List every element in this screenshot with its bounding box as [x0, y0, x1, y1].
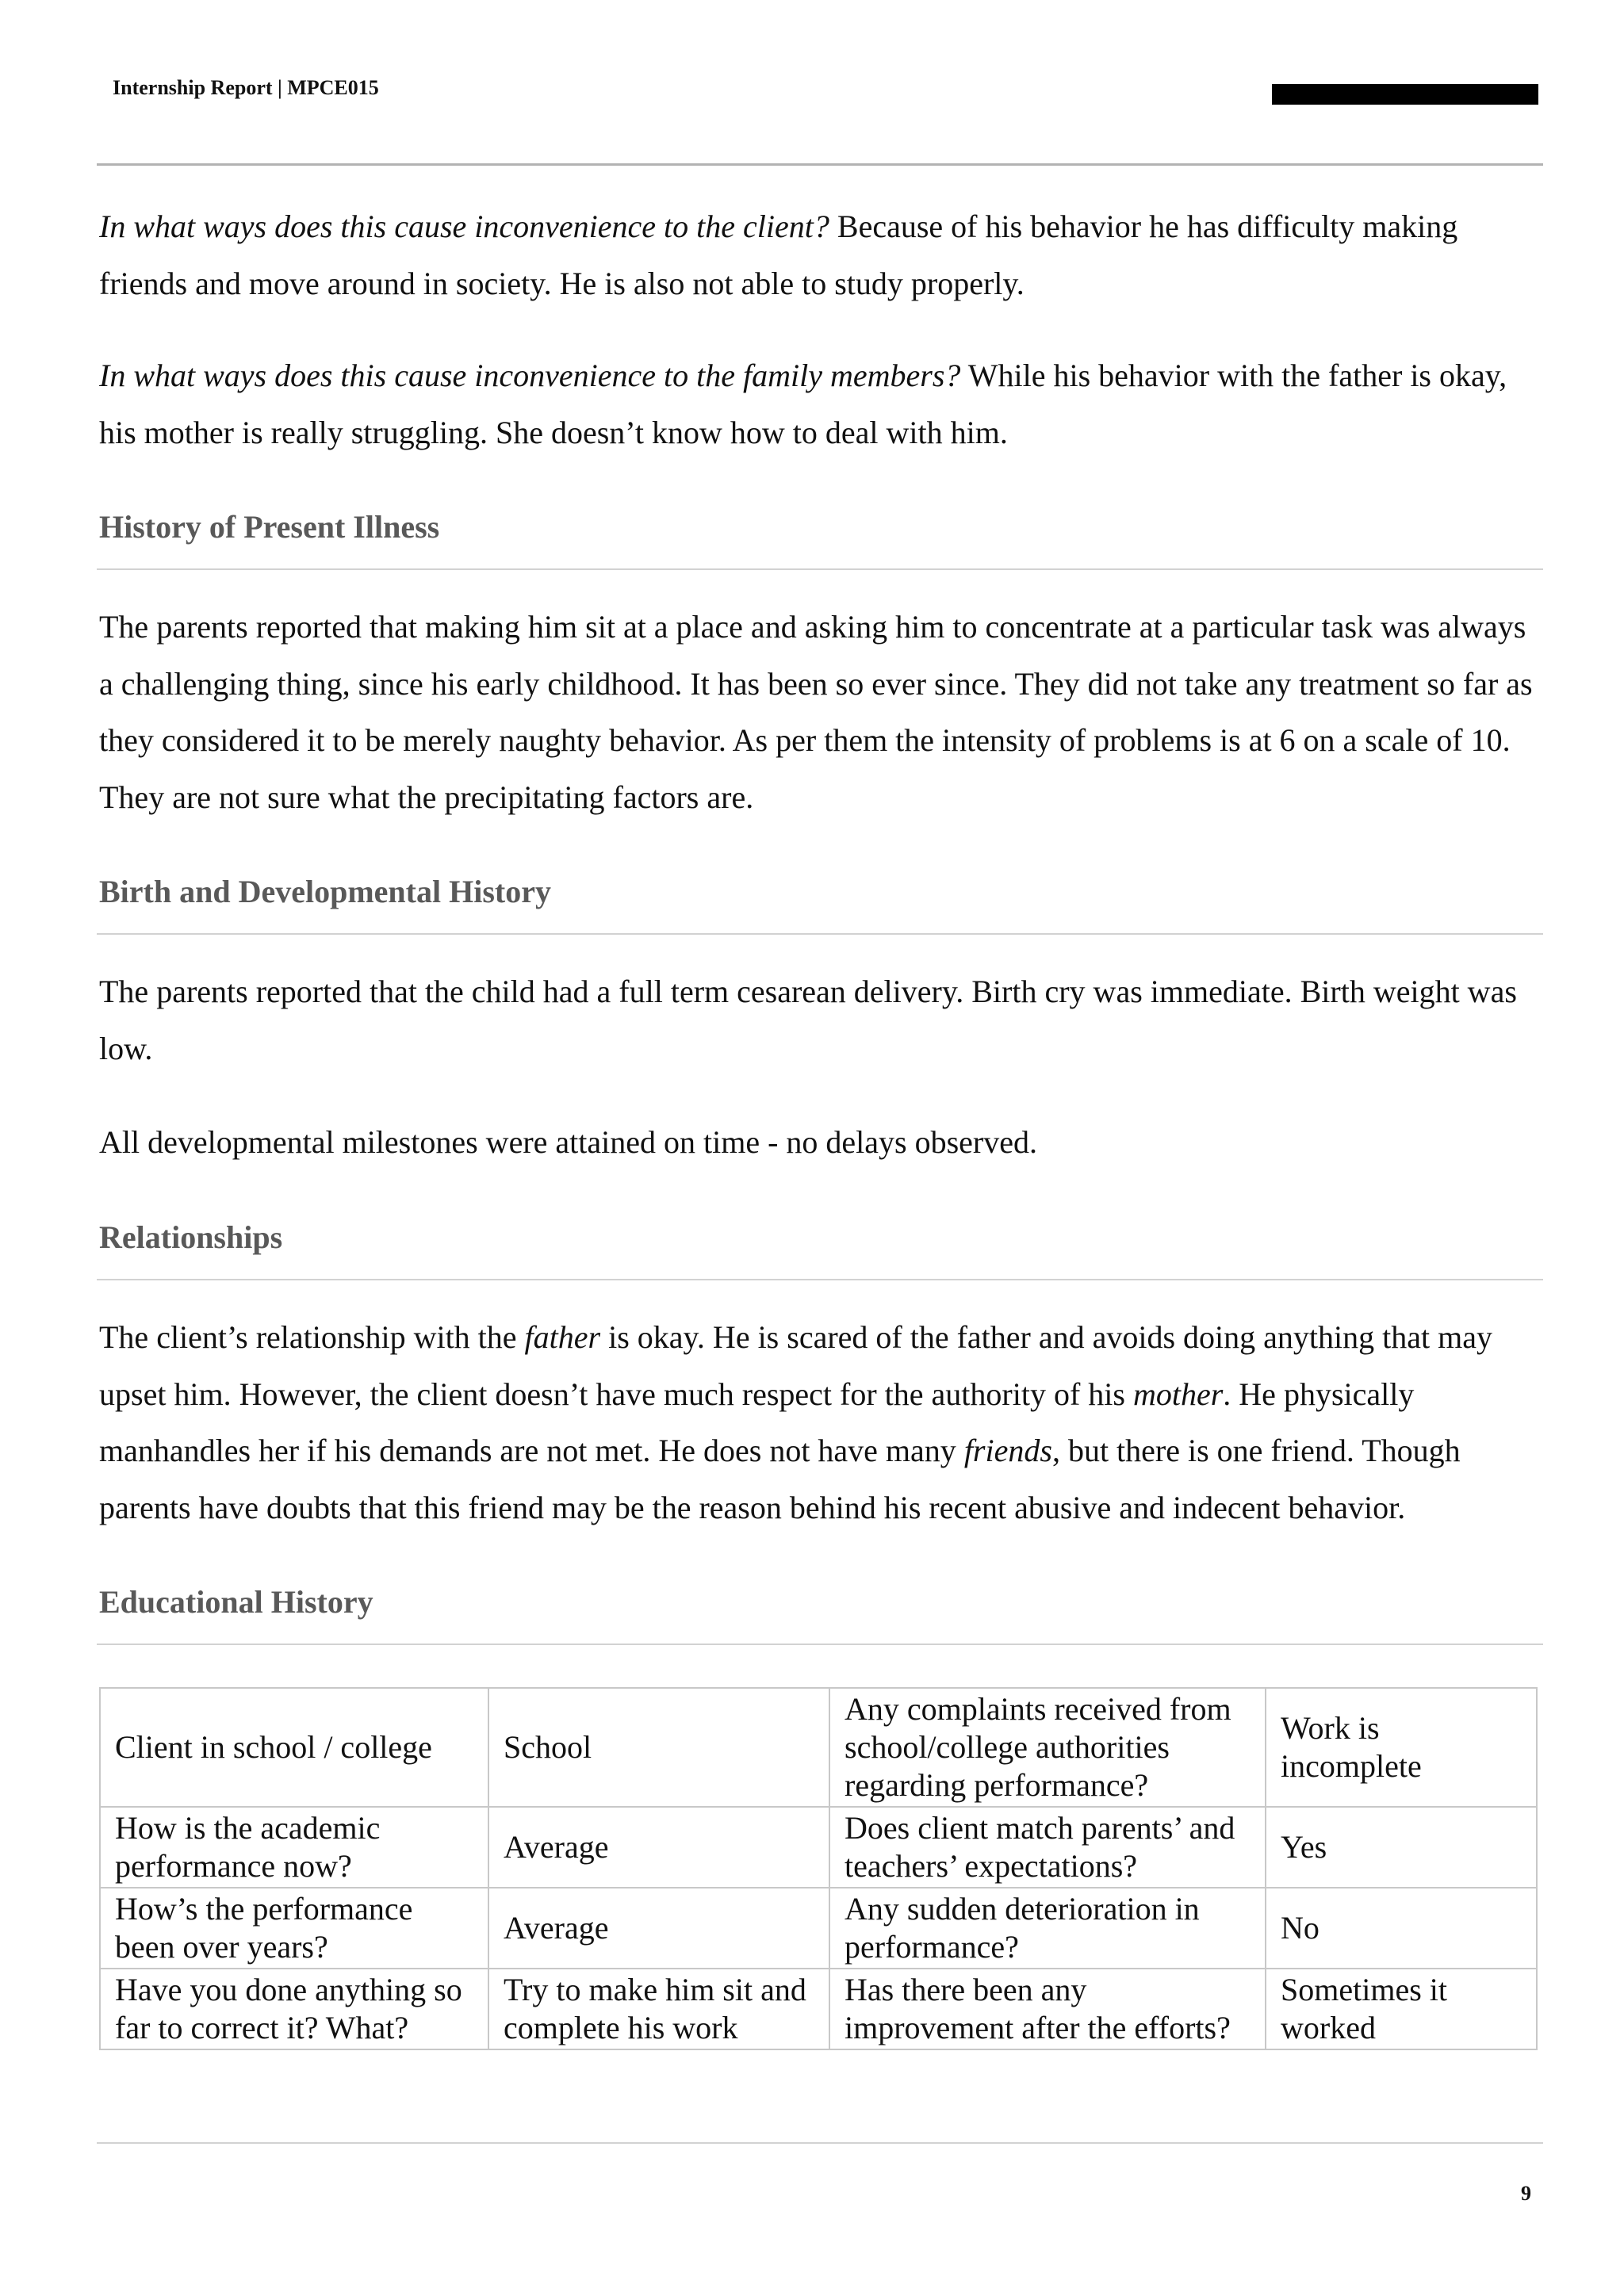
emphasis-mother: mother [1132, 1376, 1224, 1412]
milestones-paragraph: All developmental milestones were attained on time - no delays observed. [99, 1124, 1037, 1160]
family-inconvenience-paragraph [99, 347, 1534, 461]
footer-divider [97, 2142, 1543, 2144]
table-cell: How’s the performance been over years? [100, 1888, 488, 1969]
heading-birth-history: Birth and Developmental History [99, 874, 551, 909]
table-cell: How is the academic performance now? [100, 1807, 488, 1888]
table-row [100, 1807, 1537, 1888]
header-divider [97, 163, 1543, 166]
table-row [100, 1969, 1537, 2049]
client-inconvenience-paragraph [99, 198, 1534, 312]
section-divider [97, 1279, 1543, 1280]
table-cell: Try to make him sit and complete his work [488, 1969, 829, 2049]
table-cell: No [1266, 1888, 1537, 1969]
table-cell: Client in school / college [100, 1688, 488, 1807]
birth-history-paragraph: The parents reported that the child had a full term cesarean delivery. Birth cry was immediate. Birth weight was low. [99, 974, 1517, 1066]
family-inconvenience-answer: While his behavior with the father is okay, his mother is really struggling. She doesn’t know how to deal with him. [99, 358, 1507, 450]
redacted-name-block [1272, 84, 1538, 105]
table-cell: Work is incomplete [1266, 1688, 1537, 1807]
table-cell: Sometimes it worked [1266, 1969, 1537, 2049]
table-cell: Any complaints received from school/college authorities regarding performance? [829, 1688, 1266, 1807]
heading-educational-history: Educational History [99, 1584, 373, 1620]
heading-present-illness: History of Present Illness [99, 509, 440, 545]
table-cell: Average [488, 1888, 829, 1969]
section-divider [97, 568, 1543, 570]
relationships-text: . He physically manhandles her if his demands are not met. He does not have many [99, 1376, 1415, 1468]
heading-relationships: Relationships [99, 1219, 283, 1255]
table-row [100, 1688, 1537, 1807]
relationships-text: The client’s relationship with the [99, 1319, 525, 1355]
emphasis-father: father [524, 1319, 601, 1355]
table-cell: Have you done anything so far to correct it? What? [100, 1969, 488, 2049]
present-illness-paragraph: The parents reported that making him sit at a place and asking him to concentrate at a particular task was always a challenging thing, since his early childhood. It has been so ever since. They did not take any treatment so far as they considered it to be merely naughty behavior. As per them the intensity of problems is at 6 on a scale of 10. They are not sure what the precipitating factors are. [99, 609, 1533, 815]
educational-history-table [99, 1687, 1538, 2050]
table-cell: Average [488, 1807, 829, 1888]
client-inconvenience-question: In what ways does this cause inconvenience to the client? [99, 209, 829, 244]
table-cell: Any sudden deterioration in performance? [829, 1888, 1266, 1969]
table-cell: Yes [1266, 1807, 1537, 1888]
page-number: 9 [1521, 2182, 1531, 2205]
emphasis-friends: friends [963, 1433, 1052, 1468]
section-divider [97, 933, 1543, 935]
table-row [100, 1888, 1537, 1969]
client-inconvenience-answer: Because of his behavior he has difficulty making friends and move around in society. He is also not able to study properly. [99, 209, 1458, 301]
report-title: Internship Report | MPCE015 [113, 76, 379, 99]
family-inconvenience-question: In what ways does this cause inconvenience to the family members? [99, 358, 961, 393]
table-cell: Does client match parents’ and teachers’ expectations? [829, 1807, 1266, 1888]
relationships-paragraph [99, 1309, 1534, 1536]
table-cell: School [488, 1688, 829, 1807]
section-divider [97, 1644, 1543, 1645]
relationships-text: is okay. He is scared of the father and avoids doing anything that may upset him. However, the client doesn’t have much respect for the authority of his [99, 1319, 1492, 1412]
table-cell: Has there been any improvement after the efforts? [829, 1969, 1266, 2049]
relationships-text: , but there is one friend. Though parents have doubts that this friend may be the reason behind his recent abusive and indecent behavior. [99, 1433, 1461, 1525]
